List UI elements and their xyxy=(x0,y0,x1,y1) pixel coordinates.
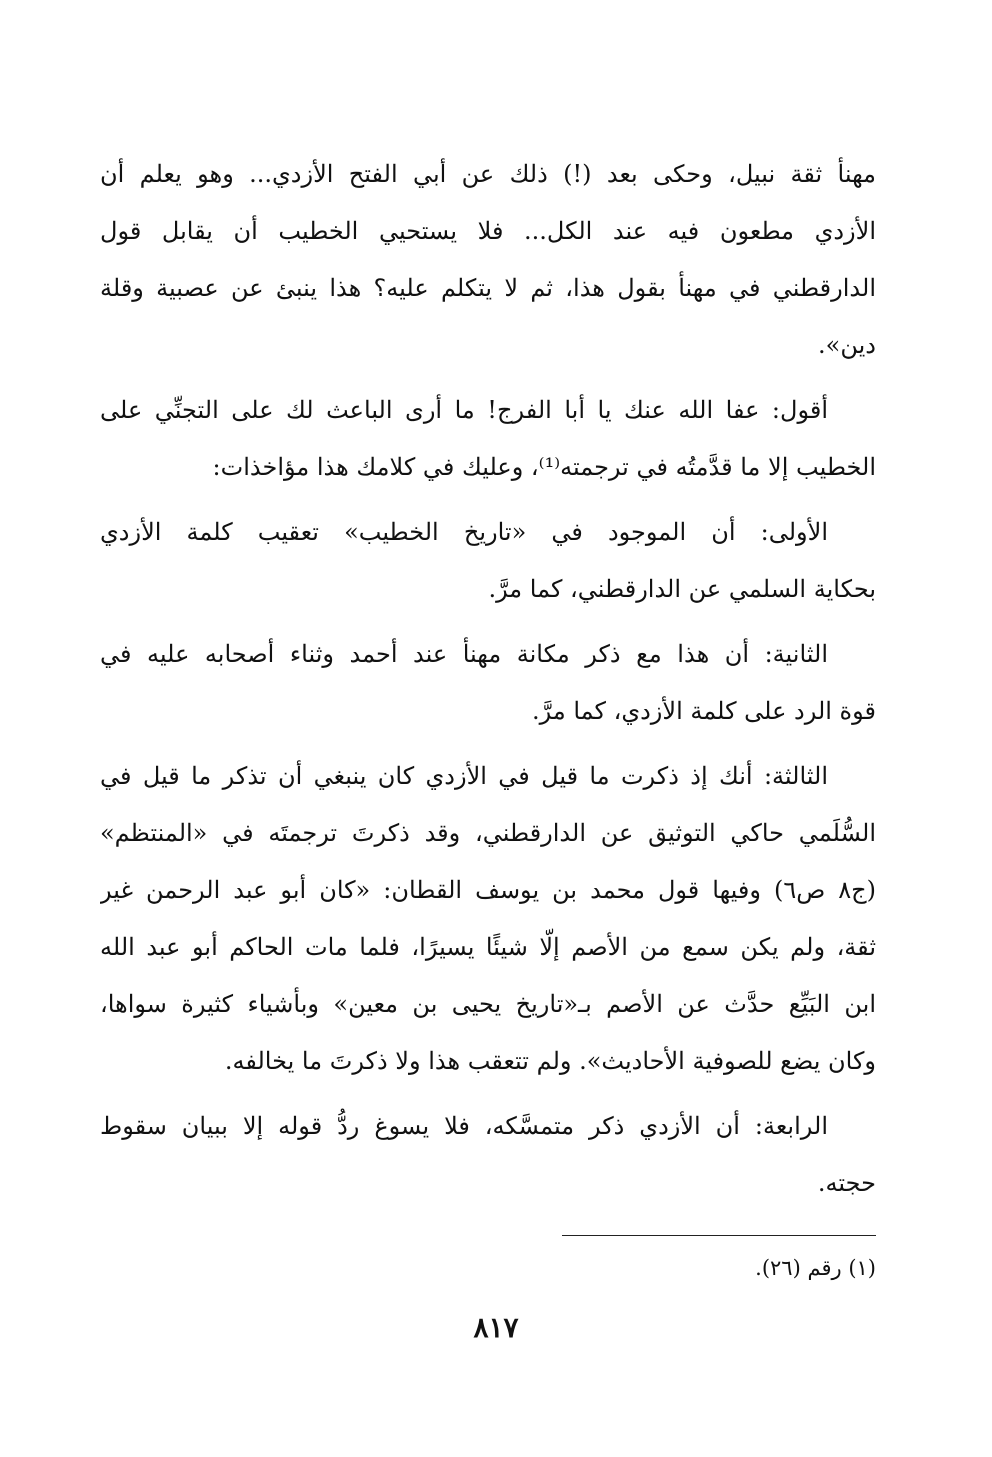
footnote xyxy=(755,1252,876,1284)
main-text xyxy=(100,146,876,1220)
text-line: السُّلَمي حاكي التوثيق عن الدارقطني، وقد ذكرتَ ترجمتَه في «المنتظم» xyxy=(100,819,876,847)
text-line: دين». xyxy=(818,331,876,359)
text-line: الدارقطني في مهنأ بقول هذا، ثم لا يتكلم عليه؟ هذا ينبئ عن عصبية وقلة xyxy=(100,274,876,302)
text-line: وكان يضع للصوفية الأحاديث». ولم تتعقب هذا ولا ذكرتَ ما يخالفه. xyxy=(224,1047,876,1075)
text-line: ثقة، ولم يكن سمع من الأصم إلّا شيئًا يسيرًا، فلما مات الحاكم أبو عبد الله xyxy=(100,933,876,961)
text-line: أقول: عفا الله عنك يا أبا الفرج! ما أرى الباعث لك على التجنِّي على xyxy=(100,396,828,424)
text-line: الرابعة: أن الأزدي ذكر متمسَّكه، فلا يسوغ ردُّ قوله إلا ببيان سقوط xyxy=(100,1112,828,1140)
paragraph-5 xyxy=(100,748,876,1090)
text-line: مهنأ ثقة نبيل، وحكى بعد (!) ذلك عن أبي الفتح الأزدي... وهو يعلم أن xyxy=(100,160,876,188)
text-line: ابن البَيِّع حدَّث عن الأصم بـ«تاريخ يحيى بن معين» وبأشياء كثيرة سواها، xyxy=(100,990,876,1018)
text-line: الخطيب إلا ما قدَّمتُه في ترجمته⁽¹⁾، وعليك في كلامك هذا مؤاخذات: xyxy=(212,453,876,481)
paragraph-2 xyxy=(100,382,876,496)
paragraph-1 xyxy=(100,146,876,374)
footnote-text: رقم (٢٦). xyxy=(755,1256,842,1280)
text-line: الأولى: أن الموجود في «تاريخ الخطيب» تعقيب كلمة الأزدي xyxy=(100,518,828,546)
footnote-divider xyxy=(562,1235,876,1236)
paragraph-6 xyxy=(100,1098,876,1212)
text-line: الثالثة: أنك إذ ذكرت ما قيل في الأزدي كان ينبغي أن تذكر ما قيل في xyxy=(100,762,829,790)
paragraph-3 xyxy=(100,504,876,618)
text-line: (ج٨ ص٦) وفيها قول محمد بن يوسف القطان: «كان أبو عبد الرحمن غير xyxy=(100,876,876,904)
footnote-marker: (١) xyxy=(848,1256,876,1280)
text-line: قوة الرد على كلمة الأزدي، كما مرَّ. xyxy=(531,697,876,725)
text-line: الأزدي مطعون فيه عند الكل... فلا يستحيي الخطيب أن يقابل قول xyxy=(100,217,876,245)
text-line: بحكاية السلمي عن الدارقطني، كما مرَّ. xyxy=(488,575,876,603)
text-line: حجته. xyxy=(817,1169,876,1197)
text-line: الثانية: أن هذا مع ذكر مكانة مهنأ عند أحمد وثناء أصحابه عليه في xyxy=(100,640,828,668)
paragraph-4 xyxy=(100,626,876,740)
page-number: ٨١٧ xyxy=(473,1311,519,1344)
